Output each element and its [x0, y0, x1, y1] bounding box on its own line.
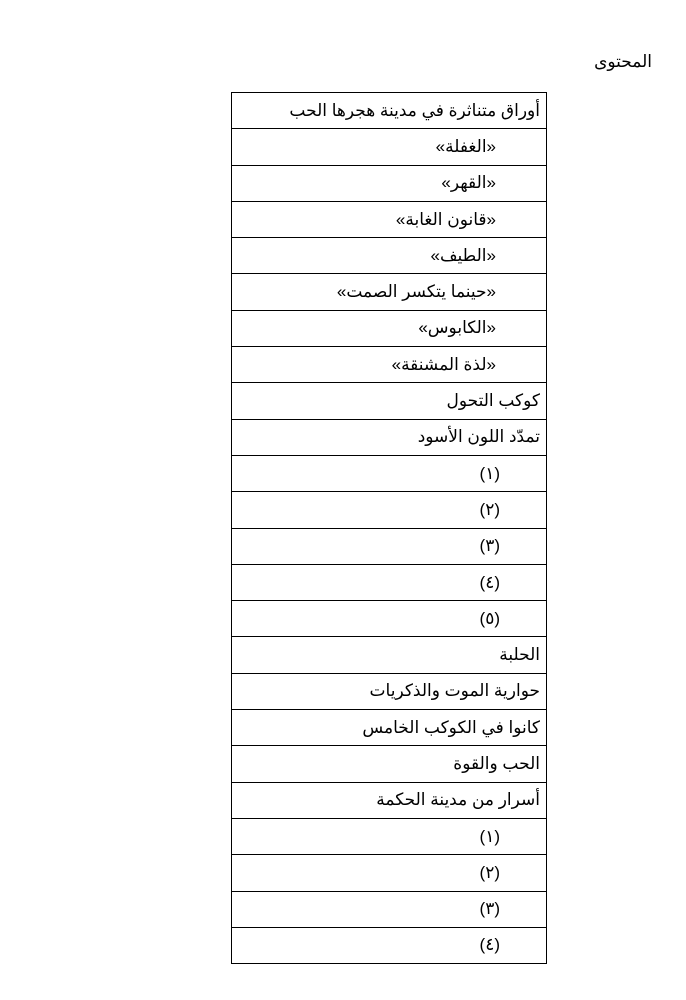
table-row — [232, 129, 547, 165]
table-row — [232, 383, 547, 419]
toc-cell — [232, 746, 547, 782]
toc-cell — [232, 129, 547, 165]
toc-cell — [232, 927, 547, 963]
toc-cell — [232, 601, 547, 637]
table-row — [232, 274, 547, 310]
table-row — [232, 492, 547, 528]
toc-entry-text: تمدّد اللون الأسود — [417, 427, 540, 447]
toc-cell — [232, 710, 547, 746]
toc-entry-text: «الغفلة» — [435, 136, 496, 156]
toc-entry-text: «الكابوس» — [418, 318, 496, 338]
toc-body — [232, 93, 547, 964]
toc-cell — [232, 891, 547, 927]
toc-cell — [232, 818, 547, 854]
toc-cell — [232, 165, 547, 201]
toc-entry-text: (٢) — [479, 499, 500, 519]
toc-cell — [232, 93, 547, 129]
toc-cell — [232, 274, 547, 310]
table-row — [232, 782, 547, 818]
toc-entry-text: «لذة المشنقة» — [391, 354, 496, 374]
toc-entry-text: (٤) — [479, 572, 500, 592]
table-row — [232, 93, 547, 129]
toc-cell — [232, 492, 547, 528]
toc-cell — [232, 528, 547, 564]
toc-entry-text: كوكب التحول — [446, 391, 540, 411]
toc-cell — [232, 855, 547, 891]
table-row — [232, 818, 547, 854]
table-row — [232, 673, 547, 709]
toc-cell — [232, 310, 547, 346]
toc-cell — [232, 238, 547, 274]
toc-entry-text: (٢) — [479, 862, 500, 882]
toc-entry-text: «حينما يتكسر الصمت» — [336, 282, 496, 302]
toc-cell — [232, 637, 547, 673]
table-of-contents — [231, 92, 547, 964]
table-row — [232, 637, 547, 673]
table-row — [232, 310, 547, 346]
table-row — [232, 528, 547, 564]
table-row — [232, 564, 547, 600]
toc-entry-text: (٥) — [479, 608, 500, 628]
toc-entry-text: (٣) — [479, 899, 500, 919]
toc-entry-text: (٣) — [479, 536, 500, 556]
table-row — [232, 419, 547, 455]
table-row — [232, 165, 547, 201]
toc-entry-text: أوراق متناثرة في مدينة هجرها الحب — [289, 100, 540, 120]
toc-entry-text: حوارية الموت والذكريات — [369, 681, 540, 701]
table-row — [232, 601, 547, 637]
toc-cell — [232, 673, 547, 709]
toc-entry-text: (٤) — [479, 935, 500, 955]
table-row — [232, 710, 547, 746]
toc-cell — [232, 564, 547, 600]
toc-entry-text: (١) — [479, 826, 500, 846]
toc-entry-text: الحب والقوة — [453, 753, 540, 773]
toc-entry-text: «القهر» — [441, 173, 496, 193]
toc-cell — [232, 455, 547, 491]
table-row — [232, 238, 547, 274]
toc-cell — [232, 347, 547, 383]
toc-entry-text: (١) — [479, 463, 500, 483]
toc-entry-text: الحلبة — [499, 645, 540, 665]
page-title: المحتوى — [594, 52, 652, 71]
table-row — [232, 347, 547, 383]
table-row — [232, 927, 547, 963]
table-row — [232, 201, 547, 237]
toc-cell — [232, 782, 547, 818]
toc-entry-text: كانوا في الكوكب الخامس — [362, 717, 540, 737]
toc-cell — [232, 201, 547, 237]
toc-cell — [232, 383, 547, 419]
toc-entry-text: «قانون الغابة» — [395, 209, 496, 229]
table-row — [232, 746, 547, 782]
toc-cell — [232, 419, 547, 455]
toc-entry-text: أسرار من مدينة الحكمة — [376, 790, 540, 810]
table-row — [232, 891, 547, 927]
toc-entry-text: «الطيف» — [430, 245, 496, 265]
table-row — [232, 855, 547, 891]
table-row — [232, 455, 547, 491]
